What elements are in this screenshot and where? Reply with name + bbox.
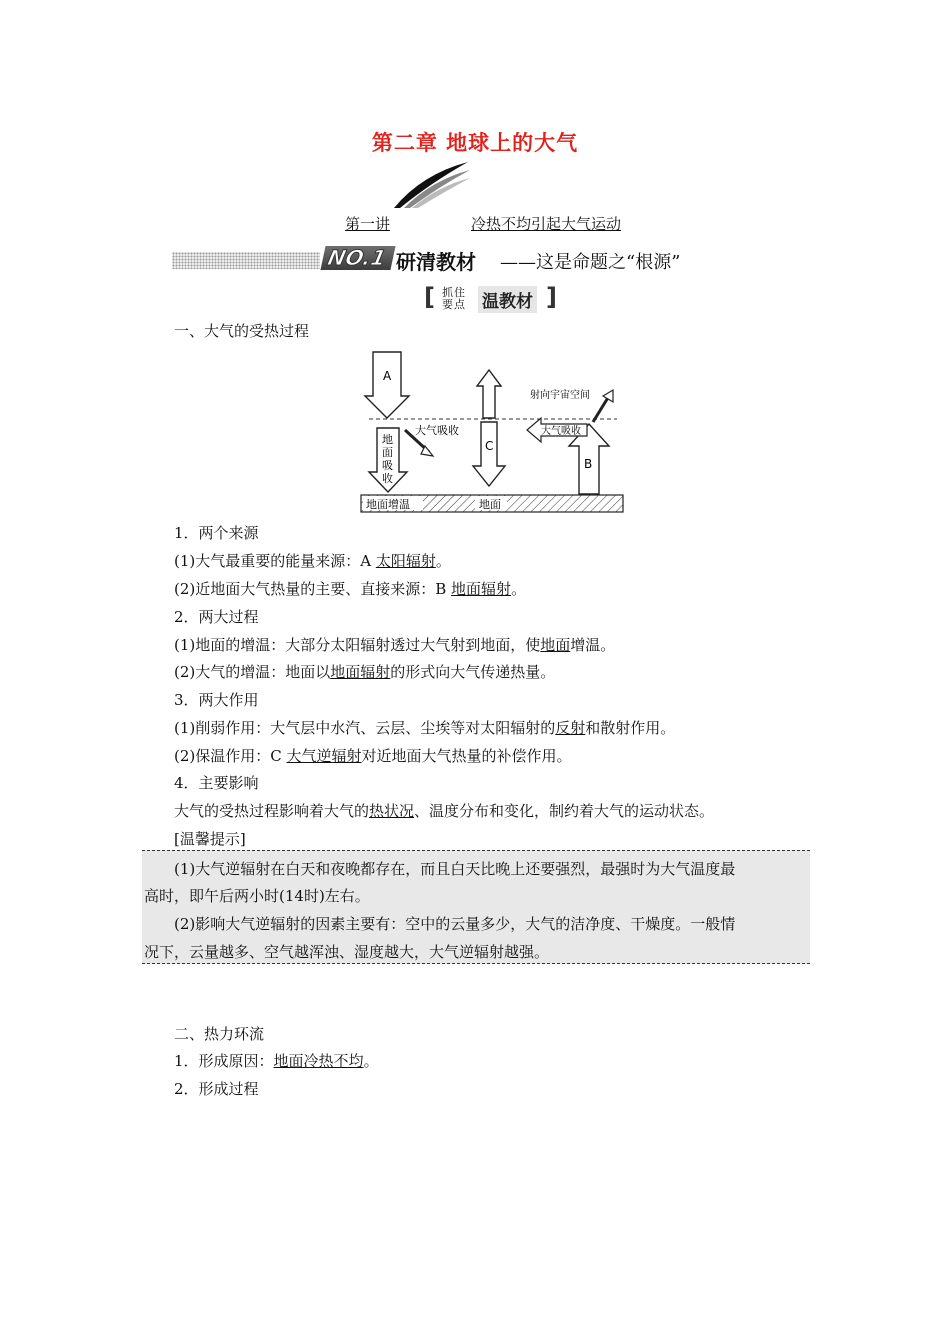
banner-tag: NO.1 (320, 246, 395, 270)
ground-label: 地面 (479, 498, 501, 511)
badge-small-top: 抓住 (442, 286, 466, 299)
tip-line-3: (2)影响大气逆辐射的因素主要有：空中的云量多少，大气的洁净度、干燥度。一般情 (174, 915, 736, 933)
p1-end: 。 (435, 552, 451, 570)
section2-heading: 二、热力环流 (174, 1025, 265, 1043)
tip-label: [温馨提示] (174, 830, 246, 848)
p5-text: (1)削弱作用：大气层中水汽、云层、尘埃等对太阳辐射的 (174, 719, 556, 737)
p4-end: 的形式向大气传递热量。 (390, 663, 556, 681)
item-p5 (174, 718, 675, 738)
atmos-absorb-right-label: 大气吸收 (541, 426, 581, 437)
ground-absorb-4: 收 (382, 472, 393, 485)
arrow-c-down (473, 422, 505, 486)
to-space-label: 射向宇宙空间 (530, 390, 590, 401)
label-a: A (383, 369, 392, 383)
banner-dots (172, 252, 320, 269)
p5-answer: 反射 (555, 719, 586, 737)
item-h1: 1．两个来源 (174, 524, 259, 542)
p3-end: 增温。 (570, 636, 616, 654)
s2-h1-end: 。 (363, 1052, 379, 1070)
tip-line-1: (1)大气逆辐射在白天和夜晚都存在，而且白天比晚上还要强烈，最强时为大气温度最 (174, 860, 736, 878)
banner-subtitle: ——这是命题之“根源” (500, 252, 681, 273)
to-space-arrow (593, 396, 609, 422)
p2-text: (2)近地面大气热量的主要、直接来源：B (174, 580, 452, 598)
label-c: C (485, 439, 494, 453)
heating-process-diagram (355, 348, 627, 516)
badge-main: 温教材 (478, 286, 537, 313)
ground-absorb-1: 地 (382, 433, 393, 446)
tip-line-2: 高时，即午后两小时(14时)左右。 (144, 887, 370, 905)
p1-answer: 太阳辐射 (375, 552, 436, 570)
tip-line-4: 况下，云量越多、空气越浑浊、湿度越大，大气逆辐射越强。 (144, 943, 550, 961)
item-p3 (174, 635, 615, 655)
item-p6 (174, 746, 572, 766)
banner-title: 研清教材 (396, 250, 476, 274)
item-h4: 4．主要影响 (174, 774, 259, 792)
badge-right-bracket: ] (546, 283, 557, 311)
section2-item-2: 2．形成过程 (174, 1080, 259, 1098)
section1-heading: 一、大气的受热过程 (174, 322, 310, 340)
p4-answer: 地面辐射 (330, 663, 391, 681)
p2-answer: 地面辐射 (451, 580, 512, 598)
badge-small-bottom: 要点 (442, 298, 466, 311)
ground-absorb-3: 吸 (382, 459, 393, 472)
label-b: B (584, 457, 593, 471)
s2-h1-text: 1．形成原因： (174, 1052, 274, 1070)
lecture-number: 第一讲 (345, 215, 391, 233)
p7-text: 大气的受热过程影响着大气的 (174, 802, 370, 820)
ground-warming-label: 地面增温 (366, 498, 410, 511)
s2-h1-answer: 地面冷热不均 (273, 1052, 364, 1070)
p7-end: 、温度分布和变化，制约着大气的运动状态。 (414, 802, 715, 820)
p4-text: (2)大气的增温：地面以 (174, 663, 331, 681)
chapter-title: 第二章 地球上的大气 (371, 131, 579, 155)
arrow-c-up (477, 370, 501, 418)
item-h2: 2．两大过程 (174, 608, 259, 626)
badge-left-bracket: [ (424, 283, 435, 311)
item-p7 (174, 801, 714, 821)
p5-end: 和散射作用。 (585, 719, 676, 737)
section2-item-1 (174, 1051, 379, 1071)
p3-text: (1)地面的增温：大部分太阳辐射透过大气射到地面，使 (174, 636, 541, 654)
item-p2 (174, 579, 526, 599)
p3-answer: 地面 (540, 636, 571, 654)
p6-text: (2)保温作用：C (174, 747, 287, 765)
atmos-absorb-left-label: 大气吸收 (415, 424, 459, 437)
arrow-a-solar (365, 352, 409, 418)
p6-answer: 大气逆辐射 (286, 747, 362, 765)
p2-end: 。 (511, 580, 527, 598)
item-h3: 3．两大作用 (174, 691, 259, 709)
item-p4 (174, 662, 555, 682)
badge-small-text (442, 287, 472, 311)
p7-answer: 热状况 (369, 802, 415, 820)
p1-text: (1)大气最重要的能量来源：A (174, 552, 376, 570)
p6-end: 对近地面大气热量的补偿作用。 (361, 747, 572, 765)
swoosh-decoration (392, 160, 472, 210)
item-p1 (174, 551, 451, 571)
lecture-name: 冷热不均引起大气运动 (471, 215, 622, 233)
ground-absorb-2: 面 (382, 446, 393, 459)
